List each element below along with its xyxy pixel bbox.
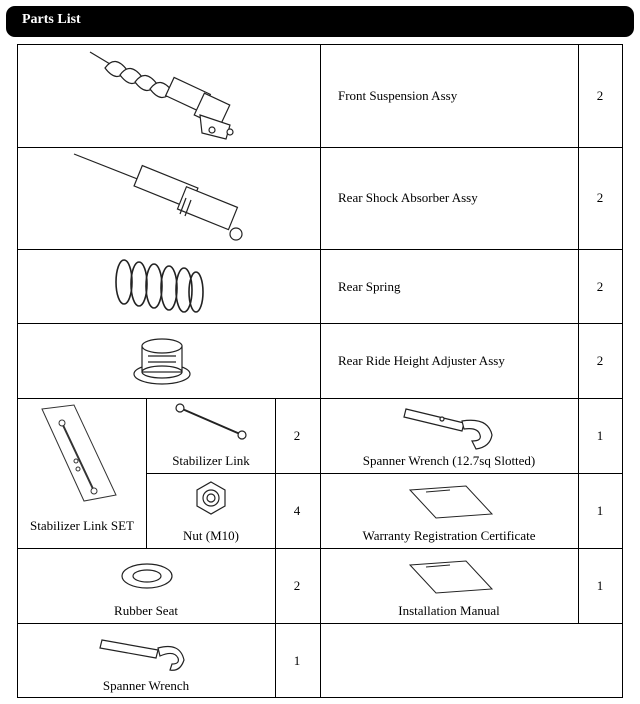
manual-qty: 1: [596, 578, 604, 593]
warranty-name: Warranty Registration Certificate: [362, 528, 536, 543]
slotted-spanner-icon: [402, 403, 498, 451]
rear-spring-icon: [112, 254, 207, 316]
ride-height-adjuster-icon: [130, 328, 195, 392]
stabilizer-link-set-icon: [38, 403, 120, 505]
row-2-qty: 2: [596, 190, 604, 205]
nut-icon: [193, 480, 229, 516]
row-3-name: Rear Spring: [338, 279, 401, 294]
page-title: Parts List: [22, 12, 81, 27]
stabilizer-link-icon: [170, 400, 252, 444]
rear-shock-absorber-icon: [70, 150, 255, 245]
slotted-spanner-name: Spanner Wrench (12.7sq Slotted): [362, 453, 536, 468]
manual-document-icon: [406, 559, 496, 595]
row-1-qty: 2: [596, 88, 604, 103]
spanner-wrench-qty: 1: [293, 653, 301, 668]
nut-qty: 4: [293, 503, 301, 518]
spanner-wrench-name: Spanner Wrench: [102, 678, 190, 693]
warranty-document-icon: [406, 484, 496, 520]
row-1-name: Front Suspension Assy: [338, 88, 458, 103]
front-suspension-icon: [80, 50, 250, 145]
nut-name: Nut (M10): [183, 528, 239, 543]
row-4-qty: 2: [596, 353, 604, 368]
stabilizer-link-name: Stabilizer Link: [172, 453, 250, 468]
row-3-qty: 2: [596, 279, 604, 294]
spanner-wrench-icon: [98, 634, 190, 674]
row-4-name: Rear Ride Height Adjuster Assy: [338, 353, 505, 368]
warranty-qty: 1: [596, 503, 604, 518]
manual-name: Installation Manual: [398, 603, 500, 618]
rubber-seat-qty: 2: [293, 578, 301, 593]
stabilizer-link-qty: 2: [293, 428, 301, 443]
stabilizer-set-name: Stabilizer Link SET: [30, 518, 134, 533]
row-2-name: Rear Shock Absorber Assy: [338, 190, 478, 205]
rubber-seat-name: Rubber Seat: [114, 603, 178, 618]
slotted-spanner-qty: 1: [596, 428, 604, 443]
rubber-seat-icon: [120, 560, 174, 592]
